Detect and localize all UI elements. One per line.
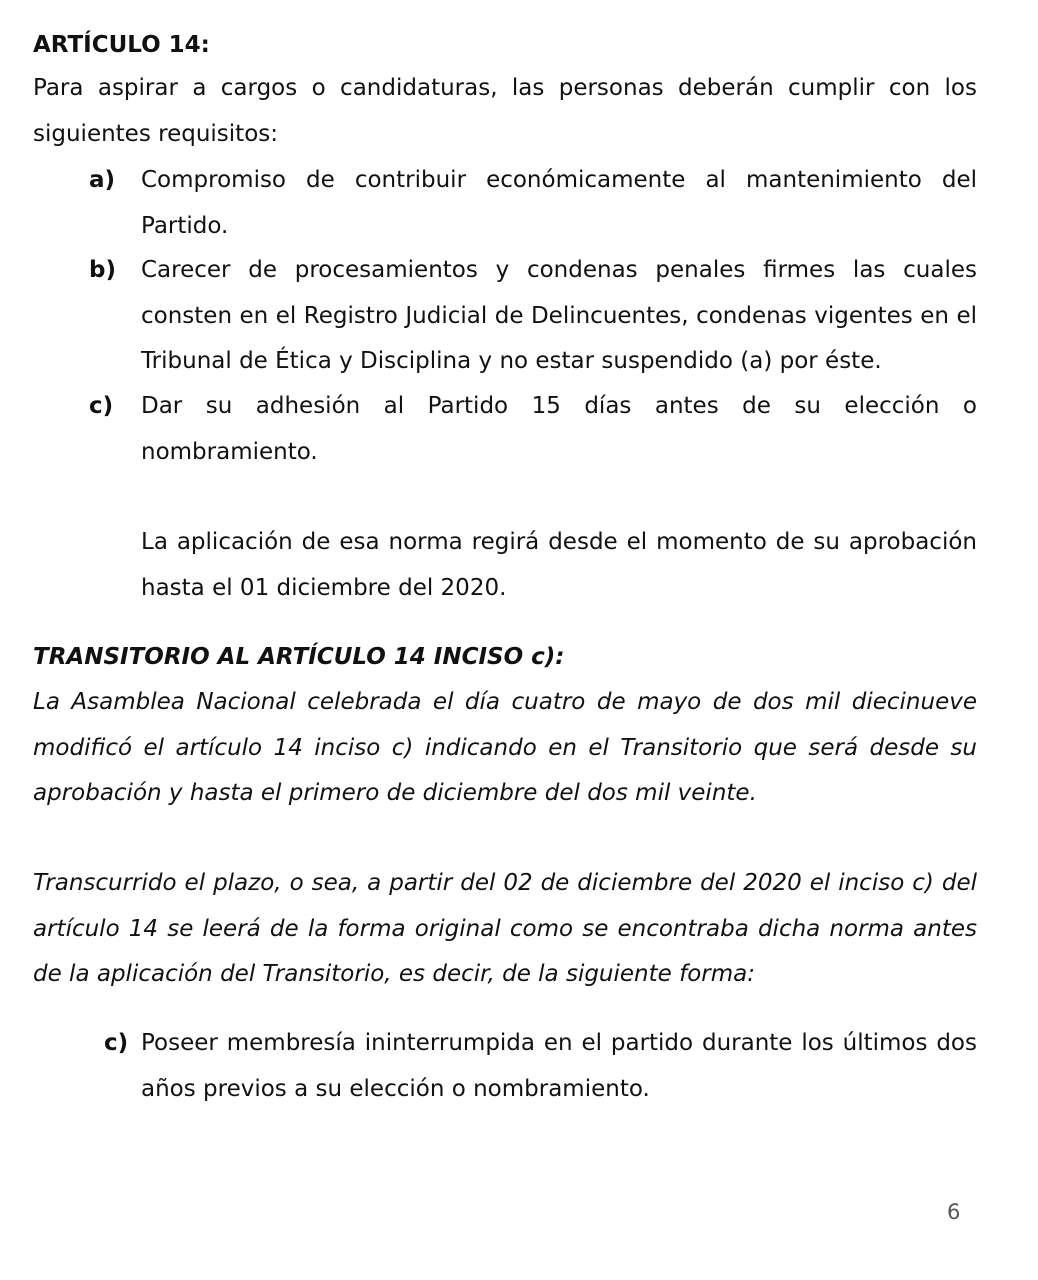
list-item-text: Dar su adhesión al Partido 15 días antes de su elección o nombramiento. xyxy=(141,393,977,465)
list-item-b xyxy=(89,248,977,385)
list-item-a xyxy=(89,158,977,249)
transitory-heading: TRANSITORIO AL ARTÍCULO 14 INCISO c): xyxy=(33,644,565,670)
article-heading: ARTÍCULO 14: xyxy=(33,32,210,58)
list-marker: c) xyxy=(104,1030,129,1056)
list-marker: a) xyxy=(89,167,116,193)
page-number: 6 xyxy=(947,1200,961,1224)
list-item-c xyxy=(89,384,977,475)
original-item-c xyxy=(104,1021,977,1112)
list-item-text: Poseer membresía ininterrumpida en el partido durante los últimos dos años previos a su elección o nombramiento. xyxy=(141,1030,977,1102)
list-item-text: Carecer de procesamientos y condenas penales firmes las cuales consten en el Registro Judicial de Delincuentes, condenas vigentes en el Tribunal de Ética y Disciplina y no estar suspendido (a) por éste. xyxy=(141,257,977,374)
article-note: La aplicación de esa norma regirá desde el momento de su aprobación hasta el 01 diciembre del 2020. xyxy=(141,529,977,601)
transitory-paragraph-2: Transcurrido el plazo, o sea, a partir del 02 de diciembre del 2020 el inciso c) del artículo 14 se leerá de la forma original como se encontraba dicha norma antes de la aplicación del Transitorio, es decir, de la siguiente forma: xyxy=(33,870,977,987)
transitory-paragraph-1: La Asamblea Nacional celebrada el día cuatro de mayo de dos mil diecinueve modificó el artículo 14 inciso c) indicando en el Transitorio que será desde su aprobación y hasta el primero de diciembre del dos mil veinte. xyxy=(33,689,977,806)
article-intro: Para aspirar a cargos o candidaturas, las personas deberán cumplir con los siguientes requisitos: xyxy=(33,75,977,147)
list-item-text: Compromiso de contribuir económicamente al mantenimiento del Partido. xyxy=(141,167,977,239)
list-marker: c) xyxy=(89,393,114,419)
list-marker: b) xyxy=(89,257,116,283)
